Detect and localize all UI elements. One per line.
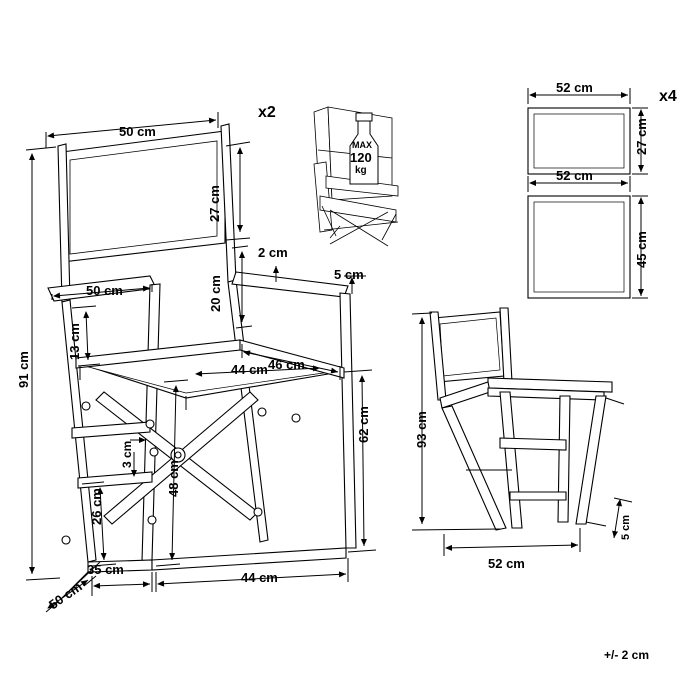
dim-seat-width-front: 44 cm bbox=[231, 362, 268, 377]
dim-backrest-height: 27 cm bbox=[207, 185, 222, 222]
dim-seat-to-ground-right: 62 cm bbox=[356, 406, 371, 443]
load-unit: kg bbox=[355, 165, 367, 176]
tolerance-note: +/- 2 cm bbox=[604, 648, 650, 662]
dim-seat-height: 48 cm bbox=[166, 460, 181, 497]
dim-side-frame-thickness: 5 cm bbox=[620, 514, 632, 540]
dim-backrest-width: 50 cm bbox=[119, 124, 156, 139]
panel2-height: 45 cm bbox=[634, 231, 649, 268]
dim-base-width: 44 cm bbox=[241, 570, 278, 585]
dim-arm-to-seat: 13 cm bbox=[67, 323, 82, 360]
panel1-height: 27 cm bbox=[634, 118, 649, 155]
dim-seat-depth-top: 46 cm bbox=[268, 357, 305, 372]
dim-base-depth-rear: 35 cm bbox=[87, 562, 124, 577]
dim-cross-brace: 3 cm bbox=[120, 440, 134, 468]
panel1-width: 52 cm bbox=[556, 80, 593, 95]
dim-armrest-thickness: 2 cm bbox=[258, 245, 288, 260]
panel2-width: 52 cm bbox=[556, 168, 593, 183]
dim-lower-brace-height: 26 cm bbox=[89, 488, 104, 525]
load-max-label: MAX bbox=[352, 140, 372, 150]
dim-base-depth-front: 50 cm bbox=[46, 578, 85, 613]
load-value: 120 bbox=[350, 150, 372, 165]
dim-total-height: 91 cm bbox=[16, 351, 31, 388]
dim-armrest-length: 50 cm bbox=[86, 283, 123, 298]
dim-backrest-to-seat: 20 cm bbox=[208, 275, 223, 312]
dim-frame-top-gap: 5 cm bbox=[334, 267, 364, 282]
quantity-panels: x4 bbox=[659, 88, 677, 105]
dim-side-depth: 52 cm bbox=[488, 556, 525, 571]
quantity-chairs: x2 bbox=[258, 104, 276, 121]
dim-side-total-height: 93 cm bbox=[414, 411, 429, 448]
